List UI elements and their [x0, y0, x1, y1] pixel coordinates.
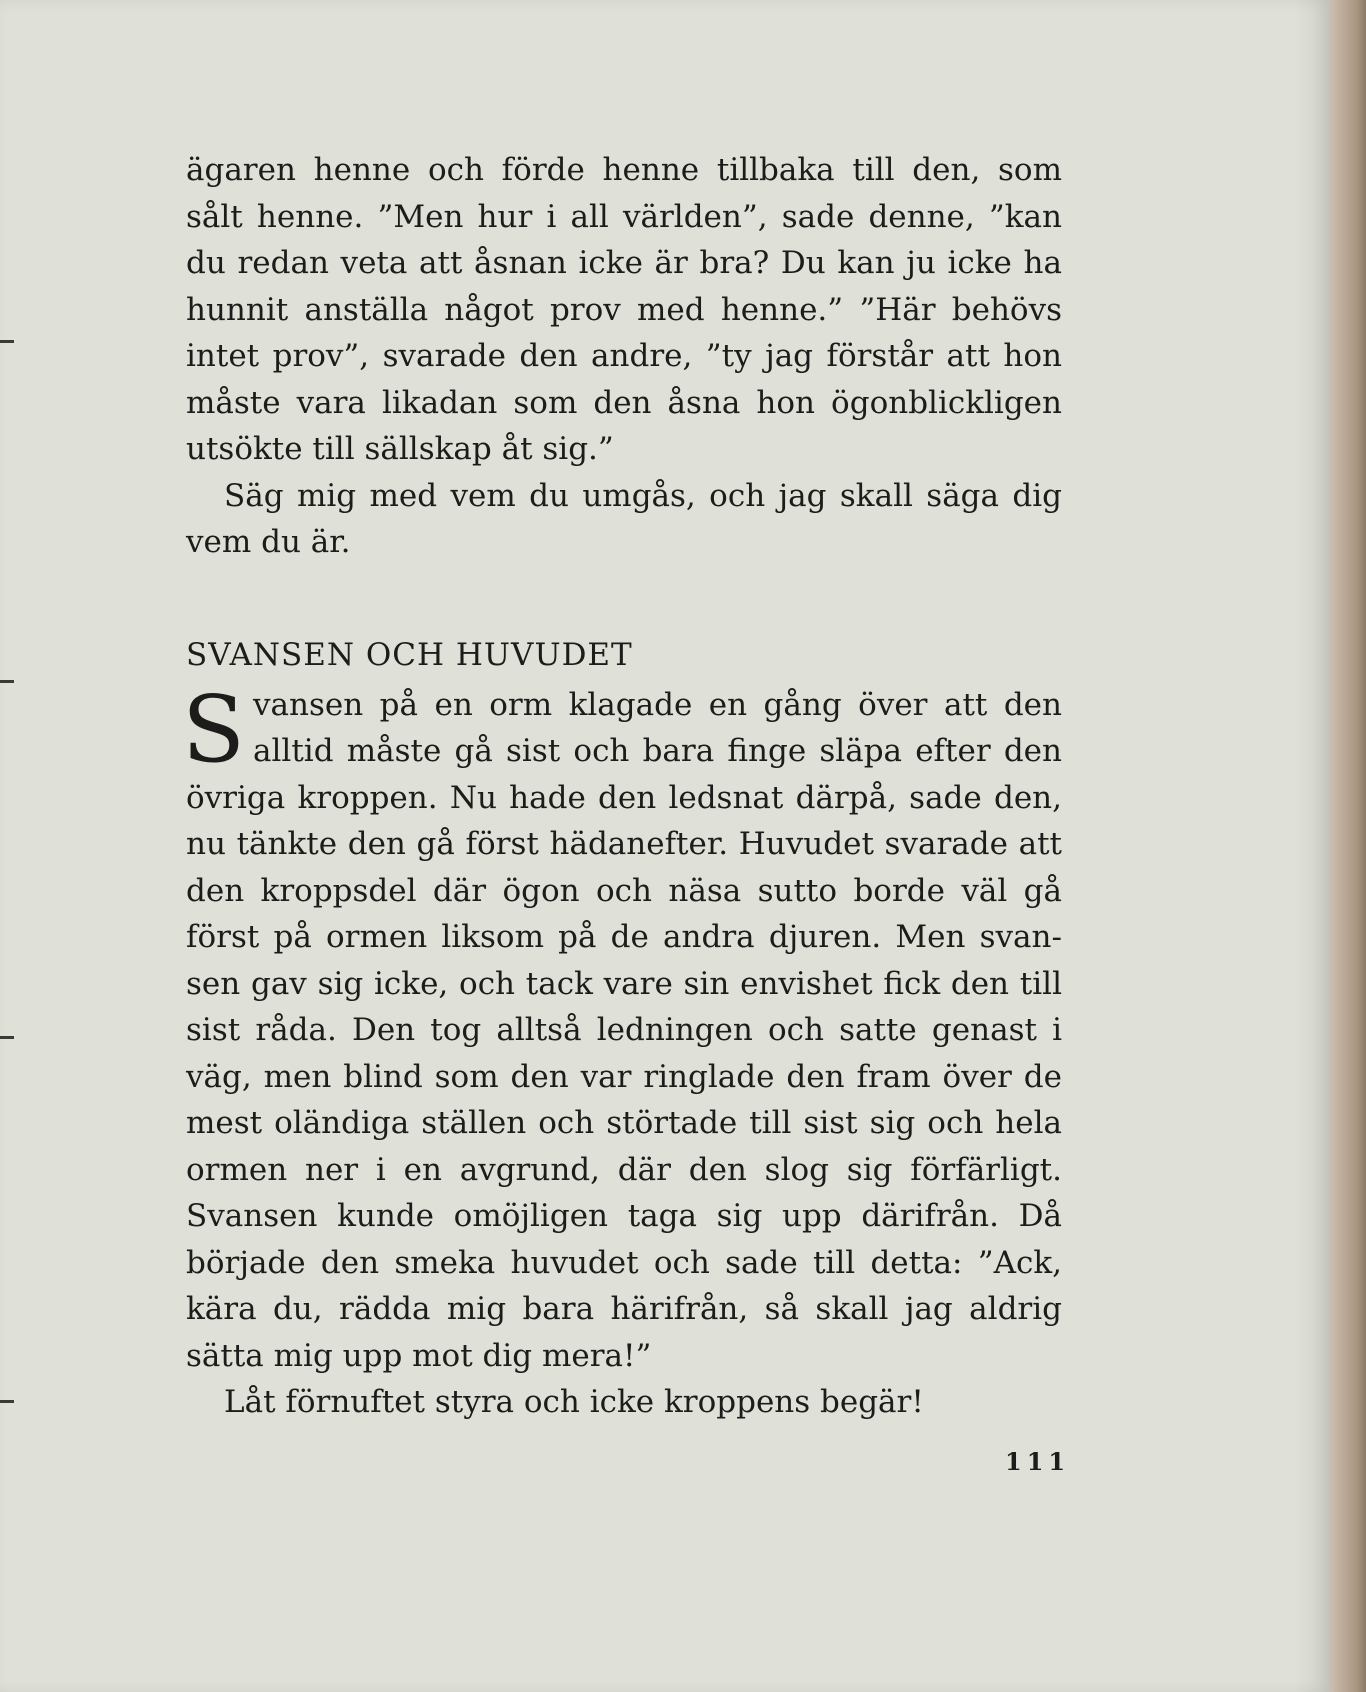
story-body — [182, 675, 1062, 1426]
page-number: 111 — [1005, 1447, 1071, 1476]
intro-moral: Säg mig med vem du umgås, och jag skall säga dig vem du är. — [186, 477, 1062, 560]
story-title: SVANSEN OCH HUVUDET — [186, 636, 633, 673]
story-paragraph — [182, 675, 1062, 1380]
drop-cap: S — [182, 675, 246, 783]
intro-paragraph: ägaren henne och förde henne tillbaka till den, som sålt henne. ”Men hur i all världen”, sade denne, ”kan du redan veta att åsnan icke är bra? Du kan ju icke ha hunnit anställa något prov med henne.” ”Här behövs intet prov”, svarade den andre, ”ty jag förstår att hon måste vara likadan som den åsna hon ögonblickligen utsökte till sällskap åt sig.” — [186, 152, 1062, 467]
margin-mark — [0, 1036, 14, 1039]
story-moral: Låt förnuftet styra och icke kroppens begär! — [224, 1384, 924, 1420]
page-shadow — [1295, 0, 1330, 1692]
margin-mark — [0, 340, 14, 343]
story-text: vansen på en orm klagade en gång över att den alltid måste gå sist och bara finge släpa efter den övriga kroppen. Nu hade den ledsnat därpå, sade den, nu tänkte den gå först hädanefter. Huvudet svarade att den kroppsdel där ögon och näsa sutto borde väl gå först på ormen liksom på de andra djuren. Men svansen gav sig icke, och tack vare sin envishet fick den till sist råda. Den tog alltså ledningen och satte genast i väg, men blind som den var ringlade den fram över de mest oländiga ställen och störtade till sist sig och hela ormen ner i en avgrund, där den slog sig förfärligt. Svansen kunde omöjligen taga sig upp därifrån. Då började den smeka huvudet och sade till detta: ”Ack, kära du, rädda mig bara härifrån, så skall jag aldrig sätta mig upp mot dig mera!” — [186, 686, 1062, 1374]
margin-mark — [0, 1400, 14, 1403]
page-text — [182, 147, 1062, 1426]
margin-mark — [0, 680, 14, 683]
page-edge — [1330, 0, 1366, 1692]
